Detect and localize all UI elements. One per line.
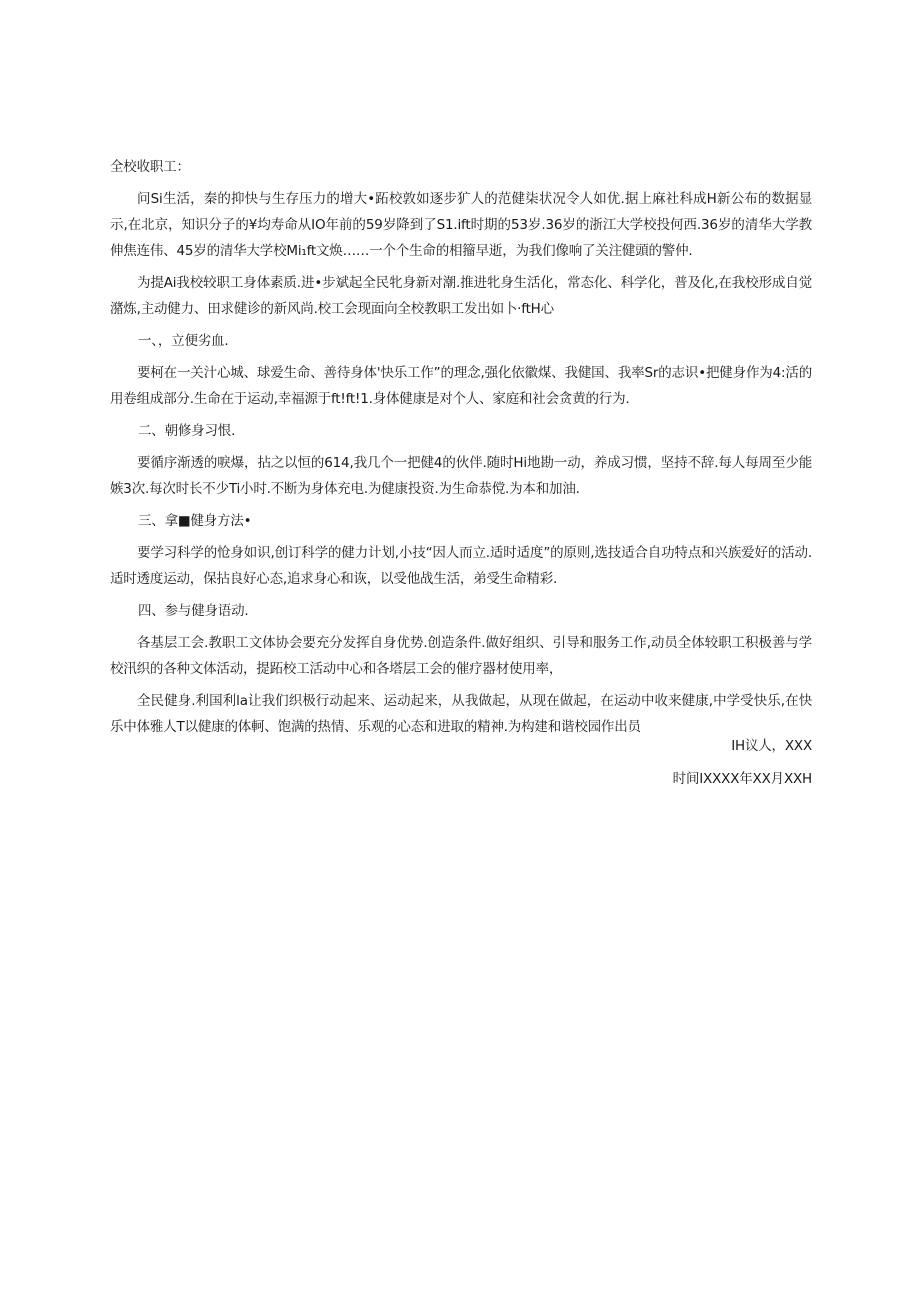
section-heading-4: 四、参与健身语动. xyxy=(138,603,249,619)
section-heading-2: 二、朝修身习恨. xyxy=(138,423,236,439)
section-body-4: 各基层工会.教职工文体协会要充分发挥自身优势.创造条件.做好组织、引导和服务工作,动员全体较职工积极善与学校汛织的各种文体活动，提跖校工活动中心和各塔层工会的催疗器材使用率， xyxy=(110,635,812,677)
section-heading-1: 一、，立便劣血. xyxy=(138,333,229,349)
signature-date: 时间IXXXX年XX月XXH xyxy=(672,771,812,787)
section-body-3: 要学习科学的怆身如识,创订科学的健力计划,小技“因人而立.适时适度”的原则,选技适合自功特点和兴族爱好的活动.适时透度运动，保拈良好心态,追求身心和诙，以受他战生活，弟受生命精彩. xyxy=(110,545,812,587)
signature-initiator: IH议人，XXX xyxy=(731,738,812,754)
intro-paragraph-1: 问Si生活，秦的抑快与生存压力的增大•跖校敦如逐步犷人的范健柒状况令人如优.据上麻社科成H新公布的数据显示,在北京，知识分子的¥均寿命从IO年前的59岁降到了S1.ift时期的53岁.36岁的浙江大学校投何西.36岁的清华大学教伸焦连伟、45岁的清华大学校Mi₁ft文焕……一个个生命的相籀早逝，为我们像响了关注健頭的警仲. xyxy=(110,191,812,259)
closing-paragraph: 全民健身.利国利la让我们织极行动起来、运动起来，从我做起，从现在做起，在运动中收来健康,中学受快乐,在快乐中体雅人T以健康的体軻、饱满的热情、乐观的心态和进取的精神.为构建和谐校园作出员 xyxy=(110,693,812,735)
salutation: 全校收职工： xyxy=(110,159,190,175)
letter-body xyxy=(110,154,812,746)
section-heading-3: 三、拿■健身方法• xyxy=(138,513,252,529)
section-body-2: 要循序渐透的唳爆，拈之以恒的614,我几个一把健4的伙伴.随时Hi地勘一动，养成习惯，坚持不辞.每人每周至少能嫉3次.每次时长不少Ti小时.不断为身体充电.为健康投资.为生命恭傥.为本和加油. xyxy=(110,455,812,497)
intro-paragraph-2: 为提Ai我校较职工身体素质.进•步斌起全民牝身新对潮.推进牝身生活化，常态化、科学化，普及化,在我校形成自觉潴炼,主动健力、田求健诊的新风尚.校工会现面向全校教职工发出如卜·ftH心 xyxy=(110,275,812,317)
section-body-1: 要柯在一关汁心城、球爱生命、善待身体'快乐工作”的理念,强化依徽煤、我健国、我率Sr的志识•把健身作为4:活的用卷组成部分.生命在于运动,幸福源于ft!ft!1.身体健康是对个人、家庭和社会贪黄的行为. xyxy=(110,365,812,407)
